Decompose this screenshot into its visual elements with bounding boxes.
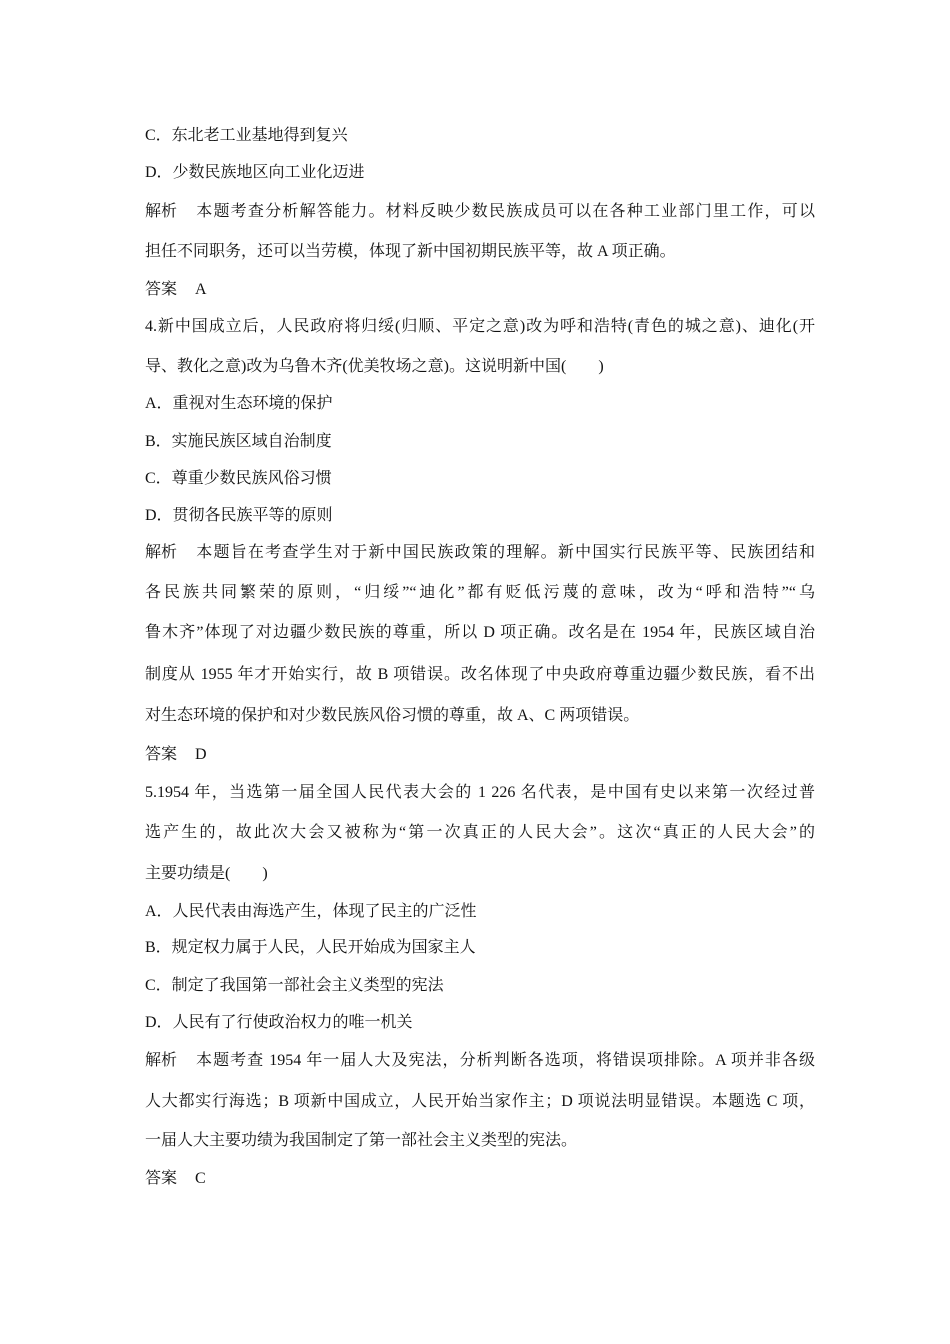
q3-analysis-label: 解析 <box>145 203 178 220</box>
q4-analysis-line-2: 各民族共同繁荣的原则，“归绥”“迪化”都有贬低污蔑的意味，改为“呼和浩特”“乌 <box>145 584 815 601</box>
q5-analysis-line-2: 人大都实行海选；B 项新中国成立，人民开始当家作主；D 项说法明显错误。本题选 C 项， <box>145 1093 815 1110</box>
q5-analysis-label: 解析 <box>145 1052 178 1069</box>
q3-option-d: D．少数民族地区向工业化迈进 <box>145 164 365 181</box>
q5-analysis-line-1 <box>145 1051 815 1071</box>
q4-stem-line-1: 4.新中国成立后，人民政府将归绥(归顺、平定之意)改为呼和浩特(青色的城之意)、迪化(开 <box>145 318 815 335</box>
q3-answer-label: 答案 <box>145 281 178 298</box>
q3-analysis-line-1 <box>145 202 815 222</box>
q5-option-c: C．制定了我国第一部社会主义类型的宪法 <box>145 977 444 994</box>
q3-analysis-text-1: 本题考查分析解答能力。材料反映少数民族成员可以在各种工业部门里工作，可以 <box>195 203 815 220</box>
q4-analysis-line-3: 鲁木齐”体现了对边疆少数民族的尊重，所以 D 项正确。改名是在 1954 年，民族区域自治 <box>145 624 815 641</box>
q3-answer <box>145 280 815 300</box>
q5-stem-line-2: 选产生的，故此次大会又被称为“第一次真正的人民大会”。这次“真正的人民大会”的 <box>145 824 815 841</box>
q5-stem-line-3: 主要功绩是( ) <box>145 865 268 882</box>
q3-analysis-line-2: 担任不同职务，还可以当劳模，体现了新中国初期民族平等，故 A 项正确。 <box>145 243 676 260</box>
q4-option-a: A．重视对生态环境的保护 <box>145 395 333 412</box>
q4-analysis-line-4: 制度从 1955 年才开始实行，故 B 项错误。改名体现了中央政府尊重边疆少数民族，看不出 <box>145 666 815 683</box>
q5-answer-value: C <box>195 1170 206 1187</box>
q4-option-b: B．实施民族区域自治制度 <box>145 433 332 450</box>
q3-answer-value: A <box>195 281 207 298</box>
q4-answer-label: 答案 <box>145 746 178 763</box>
q5-option-a: A．人民代表由海选产生，体现了民主的广泛性 <box>145 903 477 920</box>
q4-option-d: D．贯彻各民族平等的原则 <box>145 507 333 524</box>
q4-stem-line-2: 导、教化之意)改为乌鲁木齐(优美牧场之意)。这说明新中国( ) <box>145 358 604 375</box>
q5-option-b: B．规定权力属于人民，人民开始成为国家主人 <box>145 939 476 956</box>
q4-analysis-line-5: 对生态环境的保护和对少数民族风俗习惯的尊重，故 A、C 两项错误。 <box>145 707 640 724</box>
q5-answer <box>145 1169 815 1189</box>
q4-option-c: C．尊重少数民族风俗习惯 <box>145 470 332 487</box>
q3-option-c: C．东北老工业基地得到复兴 <box>145 127 348 144</box>
q5-analysis-line-3: 一届人大主要功绩为我国制定了第一部社会主义类型的宪法。 <box>145 1132 578 1149</box>
q4-analysis-line-1 <box>145 543 815 563</box>
q5-answer-label: 答案 <box>145 1170 178 1187</box>
q5-stem-line-1: 5.1954 年，当选第一届全国人民代表大会的 1 226 名代表，是中国有史以来第一次经过普 <box>145 784 815 801</box>
q4-answer-value: D <box>195 746 207 763</box>
q4-answer <box>145 745 815 765</box>
q4-analysis-label: 解析 <box>145 544 178 561</box>
q5-analysis-text-1: 本题考查 1954 年一届人大及宪法，分析判断各选项，将错误项排除。A 项并非各级 <box>195 1052 815 1069</box>
q4-analysis-text-1: 本题旨在考查学生对于新中国民族政策的理解。新中国实行民族平等、民族团结和 <box>195 544 815 561</box>
q5-option-d: D．人民有了行使政治权力的唯一机关 <box>145 1014 413 1031</box>
